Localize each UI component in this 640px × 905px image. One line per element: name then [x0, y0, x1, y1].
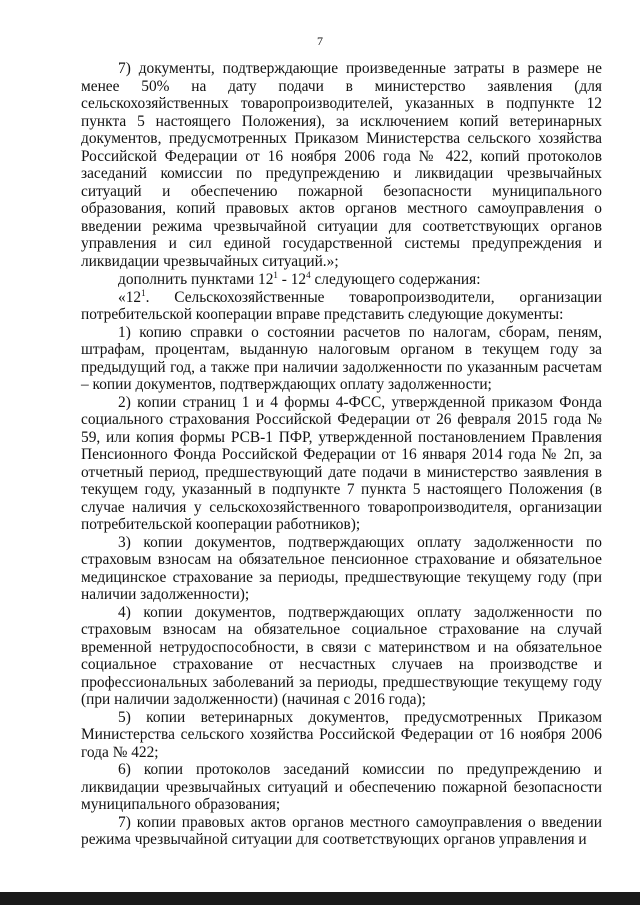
- point-superscript: 1: [141, 287, 146, 298]
- superscript-1: 1: [273, 270, 278, 280]
- paragraph-item-4-social-insurance: 4) копии документов, подтверждающих оплату задолженности по страховым взносам на обязательное социальное страхование на случай временной нетрудоспособности, в связи с материнством и на обязательное социальное страхование от несчастных случаев на производстве и профессиональных заболеваний за периоды, предшествующие текущему году (при наличии задолженности) (начиная с 2016 года);: [81, 603, 602, 708]
- paragraph-add-points: [81, 271, 602, 289]
- point-number: «12: [118, 288, 142, 306]
- scan-bottom-edge: [0, 892, 640, 905]
- paragraph-item-7-documents: 7) документы, подтверждающие произведенные затраты в размере не менее 50% на дату подачи в министерство заявления (для сельскохозяйственных товаропроизводителей, указанных в подпункте 12 пункта 5 настоящего Положения), за исключением копий ветеринарных документов, предусмотренных Приказом Министерства сельского хозяйства Российской Федерации от 16 ноября 2006 года № 422, копий протоколов заседаний комиссии по предупреждению и ликвидации чрезвычайных ситуаций и обеспечению пожарной безопасности муниципального образования, копий правовых актов органов местного самоуправления о введении режима чрезвычайной ситуации для соответствующих органов управления и сил единой государственной системы предупреждения и ликвидации чрезвычайных ситуаций.»;: [81, 60, 602, 270]
- paragraph-point-12-1: [81, 289, 602, 324]
- add-points-text-start: дополнить пунктами 12: [118, 271, 274, 288]
- paragraph-item-3-pension-insurance: 3) копии документов, подтверждающих оплату задолженности по страховым взносам на обязательное пенсионное страхование и обязательное медицинское страхование за периоды, предшествующие текущему году (при наличии задолженности);: [81, 533, 602, 603]
- document-body: [81, 60, 602, 849]
- paragraph-item-7-legal-acts: 7) копии правовых актов органов местного самоуправления о введении режима чрезвычайной ситуации для соответствующих органов управления и: [81, 813, 602, 848]
- superscript-4: 4: [306, 270, 311, 280]
- add-points-text-end: следующего содержания:: [310, 271, 481, 288]
- paragraph-item-6-commission-protocols: 6) копии протоколов заседаний комиссии по предупреждению и ликвидации чрезвычайных ситуаций и обеспечению пожарной безопасности муниципального образования;: [81, 761, 602, 813]
- point-text: . Сельскохозяйственные товаропроизводители, организации потребительской кооперации вправе представить следующие документы:: [81, 288, 602, 323]
- add-points-text-middle: - 12: [277, 271, 307, 288]
- paragraph-item-5-veterinary-documents: 5) копии ветеринарных документов, предусмотренных Приказом Министерства сельского хозяйства Российской Федерации от 16 ноября 2006 года № 422;: [81, 708, 602, 761]
- paragraph-item-1-tax-certificate: 1) копию справки о состоянии расчетов по налогам, сборам, пеням, штрафам, процентам, выданную налоговым органом в текущем году за предыдущий год, а также при наличии задолженности по указанным расчетам – копии документов, подтверждающих оплату задолженности;: [81, 323, 602, 393]
- paragraph-item-2-fss-form: 2) копии страниц 1 и 4 формы 4-ФСС, утвержденной приказом Фонда социального страхования Российской Федерации от 26 февраля 2015 года № 59, или копия формы РСВ-1 ПФР, утвержденной постановлением Правления Пенсионного Фонда Российской Федерации от 16 января 2014 года № 2п, за отчетный период, предшествующий дате подачи в министерство заявления в текущем году, указанный в подпункте 7 пункта 5 настоящего Положения (в случае наличия у сельскохозяйственного товаропроизводителя, организации потребительской кооперации работников);: [81, 393, 602, 533]
- page-number: 7: [317, 34, 323, 48]
